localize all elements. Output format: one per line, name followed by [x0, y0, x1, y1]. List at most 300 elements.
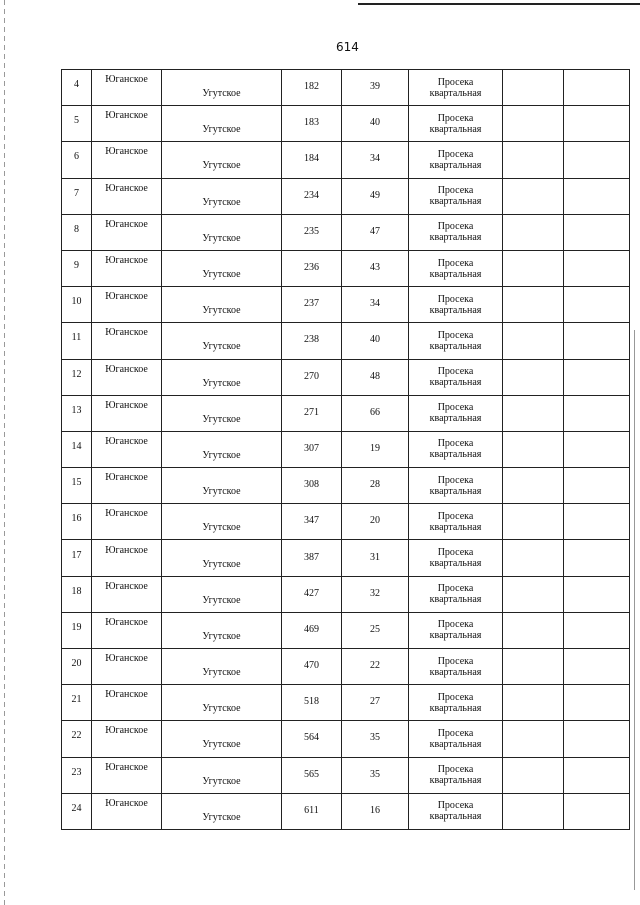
cell-forestry-text: Юганское — [105, 399, 148, 411]
object-type-line2: квартальная — [429, 775, 482, 787]
cell-empty-1 — [503, 250, 564, 286]
object-type-line2: квартальная — [429, 232, 482, 244]
cell-forestry-text: Юганское — [105, 761, 148, 773]
cell-quarter-number-text: 347 — [304, 515, 319, 527]
cell-forestry-text: Юганское — [105, 797, 148, 809]
cell-district-forestry — [162, 142, 282, 178]
cell-forestry — [92, 612, 162, 648]
cell-area — [342, 576, 409, 612]
cell-row-number-text: 11 — [71, 332, 82, 344]
cell-area — [342, 649, 409, 685]
cell-row-number — [62, 250, 92, 286]
cell-quarter-number-text: 183 — [304, 117, 319, 129]
cell-area — [342, 540, 409, 576]
cell-forestry — [92, 178, 162, 214]
cell-row-number — [62, 793, 92, 829]
object-type-line2: квартальная — [429, 594, 482, 606]
table-row — [62, 70, 630, 106]
cell-area-text: 27 — [370, 696, 380, 708]
cell-district-forestry-text: Угутское — [202, 413, 241, 425]
cell-empty-2 — [564, 649, 630, 685]
cell-area-text: 47 — [370, 225, 380, 237]
cell-area — [342, 757, 409, 793]
cell-forestry-text: Юганское — [105, 472, 148, 484]
cell-district-forestry-text: Угутское — [202, 811, 241, 823]
cell-area — [342, 359, 409, 395]
cell-quarter-number-text: 184 — [304, 153, 319, 165]
cell-forestry — [92, 685, 162, 721]
cell-forestry — [92, 468, 162, 504]
cell-area-text: 25 — [370, 623, 380, 635]
object-type-line1: Просека — [437, 510, 474, 522]
table-row — [62, 576, 630, 612]
cell-district-forestry-text: Угутское — [202, 160, 241, 172]
object-type-line1: Просека — [437, 366, 474, 378]
cell-quarter-number-text: 238 — [304, 334, 319, 346]
cell-forestry — [92, 250, 162, 286]
cell-district-forestry — [162, 323, 282, 359]
cell-quarter-number-text: 611 — [304, 804, 319, 816]
cell-empty-1 — [503, 649, 564, 685]
cell-forestry-text: Юганское — [105, 146, 148, 158]
cell-row-number — [62, 359, 92, 395]
object-type-line2: квартальная — [429, 521, 482, 533]
cell-district-forestry — [162, 359, 282, 395]
cell-quarter-number-text: 564 — [304, 732, 319, 744]
cell-empty-1 — [503, 214, 564, 250]
cell-forestry — [92, 757, 162, 793]
cell-row-number-text: 23 — [71, 766, 82, 778]
cell-empty-2 — [564, 576, 630, 612]
cell-forestry — [92, 540, 162, 576]
cell-row-number — [62, 70, 92, 106]
cell-district-forestry-text: Угутское — [202, 377, 241, 389]
cell-district-forestry — [162, 468, 282, 504]
object-type-line2: квартальная — [429, 196, 482, 208]
cell-object-type — [409, 649, 503, 685]
cell-quarter-number-text: 234 — [304, 189, 319, 201]
cell-empty-2 — [564, 214, 630, 250]
cell-quarter-number — [282, 757, 342, 793]
cell-object-type — [409, 323, 503, 359]
cell-district-forestry-text: Угутское — [202, 667, 241, 679]
cell-quarter-number-text: 469 — [304, 623, 319, 635]
object-type-line1: Просека — [437, 764, 474, 776]
cell-forestry — [92, 70, 162, 106]
cell-quarter-number — [282, 214, 342, 250]
cell-empty-1 — [503, 793, 564, 829]
cell-district-forestry — [162, 504, 282, 540]
cell-district-forestry-text: Угутское — [202, 703, 241, 715]
cell-district-forestry-text: Угутское — [202, 630, 241, 642]
cell-row-number — [62, 214, 92, 250]
cell-row-number — [62, 612, 92, 648]
cell-forestry-text: Юганское — [105, 653, 148, 665]
cell-empty-1 — [503, 359, 564, 395]
cell-district-forestry-text: Угутское — [202, 341, 241, 353]
scan-left-edge — [4, 0, 5, 905]
cell-object-type — [409, 214, 503, 250]
object-type-line1: Просека — [437, 691, 474, 703]
cell-district-forestry — [162, 685, 282, 721]
table-row — [62, 359, 630, 395]
cell-row-number-text: 24 — [71, 802, 82, 814]
cell-district-forestry-text: Угутское — [202, 522, 241, 534]
cell-area-text: 48 — [370, 370, 380, 382]
cell-quarter-number — [282, 504, 342, 540]
cell-empty-1 — [503, 612, 564, 648]
cell-empty-2 — [564, 142, 630, 178]
object-type-line2: квартальная — [429, 485, 482, 497]
cell-forestry-text: Юганское — [105, 182, 148, 194]
cell-forestry — [92, 721, 162, 757]
cell-quarter-number-text: 387 — [304, 551, 319, 563]
object-type-line1: Просека — [437, 185, 474, 197]
cell-row-number-text: 9 — [74, 260, 79, 272]
cell-area-text: 32 — [370, 587, 380, 599]
cell-row-number — [62, 431, 92, 467]
object-type-line1: Просека — [437, 474, 474, 486]
cell-empty-1 — [503, 395, 564, 431]
cell-empty-1 — [503, 721, 564, 757]
cell-district-forestry — [162, 612, 282, 648]
cell-district-forestry-text: Угутское — [202, 88, 241, 100]
cell-forestry-text: Юганское — [105, 616, 148, 628]
cell-district-forestry-text: Угутское — [202, 269, 241, 281]
cell-district-forestry — [162, 395, 282, 431]
cell-area — [342, 106, 409, 142]
cell-forestry — [92, 106, 162, 142]
cell-row-number — [62, 468, 92, 504]
cell-quarter-number-text: 182 — [304, 81, 319, 93]
cell-district-forestry-text: Угутское — [202, 775, 241, 787]
cell-area-text: 22 — [370, 660, 380, 672]
cell-quarter-number-text: 237 — [304, 298, 319, 310]
cell-empty-2 — [564, 468, 630, 504]
table-row — [62, 431, 630, 467]
object-type-line2: квартальная — [429, 413, 482, 425]
cell-area-text: 43 — [370, 262, 380, 274]
cell-row-number-text: 19 — [71, 621, 82, 633]
cell-object-type — [409, 250, 503, 286]
cell-row-number — [62, 504, 92, 540]
object-type-line2: квартальная — [429, 159, 482, 171]
table-row — [62, 685, 630, 721]
cell-object-type — [409, 793, 503, 829]
cell-object-type — [409, 540, 503, 576]
cell-row-number-text: 5 — [74, 115, 79, 127]
table-row — [62, 649, 630, 685]
table-row — [62, 323, 630, 359]
cell-area — [342, 70, 409, 106]
cell-quarter-number — [282, 142, 342, 178]
cell-empty-2 — [564, 359, 630, 395]
cell-row-number — [62, 323, 92, 359]
cell-row-number-text: 4 — [74, 79, 79, 91]
cell-row-number — [62, 721, 92, 757]
cell-row-number-text: 22 — [71, 730, 82, 742]
object-type-line1: Просека — [437, 583, 474, 595]
cell-row-number — [62, 649, 92, 685]
cell-forestry-text: Юганское — [105, 255, 148, 267]
cell-district-forestry-text: Угутское — [202, 594, 241, 606]
object-type-line2: квартальная — [429, 304, 482, 316]
cell-object-type — [409, 178, 503, 214]
cell-quarter-number — [282, 70, 342, 106]
table-row — [62, 721, 630, 757]
cell-quarter-number — [282, 721, 342, 757]
object-type-line2: квартальная — [429, 340, 482, 352]
cell-forestry — [92, 287, 162, 323]
cell-quarter-number — [282, 395, 342, 431]
cell-empty-1 — [503, 178, 564, 214]
object-type-line2: квартальная — [429, 449, 482, 461]
cell-area — [342, 395, 409, 431]
cell-forestry — [92, 504, 162, 540]
cell-empty-1 — [503, 540, 564, 576]
object-type-line1: Просека — [437, 293, 474, 305]
cell-forestry-text: Юганское — [105, 363, 148, 375]
cell-quarter-number-text: 236 — [304, 262, 319, 274]
cell-quarter-number — [282, 178, 342, 214]
object-type-line2: квартальная — [429, 558, 482, 570]
cell-area — [342, 721, 409, 757]
cell-district-forestry-text: Угутское — [202, 124, 241, 136]
cell-quarter-number-text: 235 — [304, 225, 319, 237]
cell-district-forestry — [162, 649, 282, 685]
object-type-line1: Просека — [437, 727, 474, 739]
cell-empty-2 — [564, 250, 630, 286]
cell-quarter-number-text: 270 — [304, 370, 319, 382]
cell-area — [342, 504, 409, 540]
cell-row-number — [62, 106, 92, 142]
cell-empty-2 — [564, 612, 630, 648]
cell-area-text: 31 — [370, 551, 380, 563]
cell-row-number-text: 15 — [71, 477, 82, 489]
cell-object-type — [409, 685, 503, 721]
cell-empty-1 — [503, 504, 564, 540]
cell-object-type — [409, 359, 503, 395]
cell-row-number-text: 14 — [71, 440, 82, 452]
cell-district-forestry — [162, 70, 282, 106]
cell-forestry-text: Юганское — [105, 725, 148, 737]
cell-district-forestry — [162, 214, 282, 250]
cell-object-type — [409, 612, 503, 648]
cell-forestry — [92, 793, 162, 829]
table-row — [62, 214, 630, 250]
top-rule — [358, 3, 640, 5]
object-type-line2: квартальная — [429, 738, 482, 750]
cell-empty-1 — [503, 685, 564, 721]
cell-row-number — [62, 757, 92, 793]
cell-empty-1 — [503, 468, 564, 504]
cell-empty-2 — [564, 323, 630, 359]
cell-empty-2 — [564, 793, 630, 829]
cell-area-text: 28 — [370, 479, 380, 491]
cell-quarter-number — [282, 685, 342, 721]
cell-empty-1 — [503, 287, 564, 323]
cell-object-type — [409, 721, 503, 757]
cell-object-type — [409, 504, 503, 540]
table-row — [62, 504, 630, 540]
cell-empty-1 — [503, 576, 564, 612]
cell-quarter-number-text: 271 — [304, 406, 319, 418]
cell-district-forestry-text: Угутское — [202, 196, 241, 208]
cell-district-forestry — [162, 757, 282, 793]
cell-area — [342, 468, 409, 504]
cell-area — [342, 685, 409, 721]
object-type-line2: квартальная — [429, 123, 482, 135]
cell-empty-2 — [564, 431, 630, 467]
cell-empty-2 — [564, 178, 630, 214]
cell-object-type — [409, 468, 503, 504]
cell-empty-2 — [564, 287, 630, 323]
cell-forestry-text: Юганское — [105, 508, 148, 520]
cell-area-text: 35 — [370, 732, 380, 744]
cell-quarter-number — [282, 793, 342, 829]
cell-object-type — [409, 106, 503, 142]
cell-empty-2 — [564, 721, 630, 757]
cell-object-type — [409, 395, 503, 431]
table-row — [62, 468, 630, 504]
cell-area-text: 19 — [370, 442, 380, 454]
cell-empty-2 — [564, 540, 630, 576]
cell-quarter-number-text: 470 — [304, 660, 319, 672]
object-type-line1: Просека — [437, 547, 474, 559]
cell-forestry-text: Юганское — [105, 291, 148, 303]
cell-object-type — [409, 70, 503, 106]
cell-quarter-number-text: 307 — [304, 442, 319, 454]
cell-empty-2 — [564, 504, 630, 540]
cell-object-type — [409, 431, 503, 467]
cell-area-text: 20 — [370, 515, 380, 527]
cell-empty-1 — [503, 70, 564, 106]
cell-object-type — [409, 287, 503, 323]
cell-district-forestry — [162, 178, 282, 214]
cell-empty-2 — [564, 70, 630, 106]
table-row — [62, 612, 630, 648]
cell-empty-2 — [564, 757, 630, 793]
cell-row-number — [62, 287, 92, 323]
cell-row-number-text: 6 — [74, 151, 79, 163]
cell-forestry-text: Юганское — [105, 435, 148, 447]
object-type-line2: квартальная — [429, 702, 482, 714]
cell-area — [342, 214, 409, 250]
cell-quarter-number — [282, 359, 342, 395]
cell-forestry-text: Юганское — [105, 74, 148, 86]
cell-area-text: 40 — [370, 334, 380, 346]
cell-row-number — [62, 540, 92, 576]
object-type-line2: квартальная — [429, 268, 482, 280]
cell-quarter-number-text: 518 — [304, 696, 319, 708]
cell-quarter-number — [282, 323, 342, 359]
cell-quarter-number — [282, 540, 342, 576]
cell-forestry-text: Юганское — [105, 110, 148, 122]
object-type-line1: Просека — [437, 800, 474, 812]
cell-forestry — [92, 431, 162, 467]
cell-empty-2 — [564, 106, 630, 142]
cell-forestry — [92, 576, 162, 612]
cell-district-forestry-text: Угутское — [202, 305, 241, 317]
cell-area-text: 34 — [370, 298, 380, 310]
table-row — [62, 287, 630, 323]
cell-forestry-text: Юганское — [105, 580, 148, 592]
cell-district-forestry-text: Угутское — [202, 449, 241, 461]
cell-row-number — [62, 178, 92, 214]
cell-area-text: 49 — [370, 189, 380, 201]
cell-empty-1 — [503, 431, 564, 467]
cell-forestry — [92, 359, 162, 395]
cell-row-number — [62, 576, 92, 612]
object-type-line2: квартальная — [429, 811, 482, 823]
object-type-line1: Просека — [437, 221, 474, 233]
cell-area-text: 16 — [370, 804, 380, 816]
cell-row-number-text: 7 — [74, 187, 79, 199]
cell-forestry — [92, 395, 162, 431]
cell-quarter-number — [282, 612, 342, 648]
table-row — [62, 395, 630, 431]
cell-quarter-number — [282, 287, 342, 323]
cell-empty-1 — [503, 142, 564, 178]
cell-district-forestry — [162, 721, 282, 757]
cell-area-text: 66 — [370, 406, 380, 418]
cell-empty-1 — [503, 757, 564, 793]
cell-quarter-number-text: 565 — [304, 768, 319, 780]
object-type-line1: Просека — [437, 148, 474, 160]
object-type-line2: квартальная — [429, 666, 482, 678]
cell-district-forestry-text: Угутское — [202, 486, 241, 498]
table-row — [62, 178, 630, 214]
cell-quarter-number — [282, 250, 342, 286]
object-type-line1: Просека — [437, 402, 474, 414]
object-type-line1: Просека — [437, 655, 474, 667]
object-type-line1: Просека — [437, 112, 474, 124]
cell-area — [342, 793, 409, 829]
cell-forestry-text: Юганское — [105, 544, 148, 556]
cell-forestry — [92, 214, 162, 250]
cell-area — [342, 612, 409, 648]
cell-area-text: 35 — [370, 768, 380, 780]
cell-empty-2 — [564, 685, 630, 721]
cell-district-forestry-text: Угутское — [202, 558, 241, 570]
cell-district-forestry — [162, 250, 282, 286]
table-row — [62, 793, 630, 829]
cell-area — [342, 250, 409, 286]
object-type-line2: квартальная — [429, 87, 482, 99]
cell-area — [342, 431, 409, 467]
table-row — [62, 142, 630, 178]
cell-quarter-number-text: 427 — [304, 587, 319, 599]
cell-row-number-text: 12 — [71, 368, 82, 380]
cell-empty-2 — [564, 395, 630, 431]
cell-quarter-number — [282, 468, 342, 504]
page-number: 614 — [336, 40, 359, 54]
cell-district-forestry — [162, 576, 282, 612]
table-row — [62, 250, 630, 286]
cell-quarter-number-text: 308 — [304, 479, 319, 491]
scan-right-edge — [634, 330, 635, 890]
cell-empty-1 — [503, 323, 564, 359]
cell-empty-1 — [503, 106, 564, 142]
table-row — [62, 757, 630, 793]
cell-area-text: 40 — [370, 117, 380, 129]
object-type-line1: Просека — [437, 76, 474, 88]
table-body — [62, 70, 630, 830]
cell-area — [342, 323, 409, 359]
cell-forestry — [92, 323, 162, 359]
cell-area — [342, 142, 409, 178]
object-type-line2: квартальная — [429, 377, 482, 389]
